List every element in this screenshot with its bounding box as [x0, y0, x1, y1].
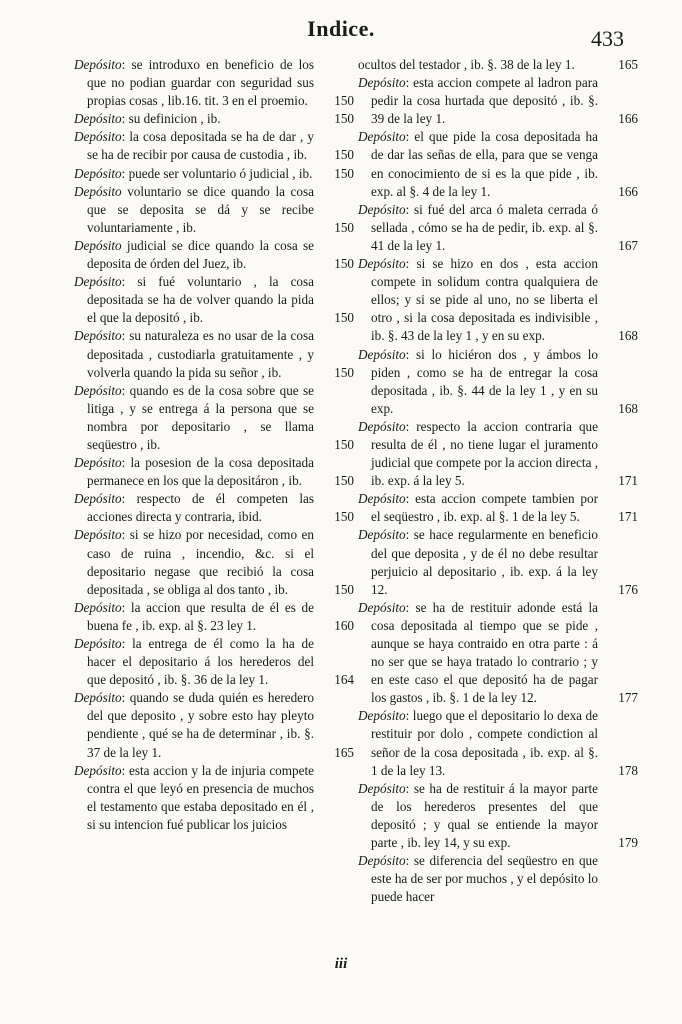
- entry-page-number: 150: [334, 310, 354, 326]
- entry-headword: Depósito: [74, 491, 122, 507]
- entry-page-number: 150: [334, 93, 354, 109]
- left-column: [74, 56, 354, 834]
- index-entry: [358, 201, 638, 255]
- entry-page-number: 167: [618, 237, 638, 253]
- right-column: [358, 56, 638, 906]
- entry-text: : se diferencia del seqüestro en que este ha de ser por muchos , y el depósito lo puede hacer: [371, 853, 598, 905]
- entry-text: : si lo hiciéron dos , y ámbos lo piden , como se ha de entregar la cosa depositada , ib. §. 44 de la ley 1 , y en su exp.: [371, 346, 598, 416]
- entry-page-number: 150: [334, 256, 354, 272]
- index-entry: [358, 255, 638, 345]
- entry-text: : la posesion de la cosa depositada permanece en los que la depositáron , ib.: [87, 455, 314, 489]
- entry-headword: Depósito: [74, 382, 122, 398]
- entry-text: : la entrega de él como la ha de hacer el depositario á los herederos del que depositó , ib. §. 36 de la ley 1.: [87, 636, 314, 688]
- entry-page-number: 150: [334, 509, 354, 525]
- entry-page-number: 150: [334, 436, 354, 452]
- index-entry: [358, 128, 638, 200]
- entry-text: : la cosa depositada se ha de dar , y se ha de recibir por causa de custodia , ib.: [87, 129, 314, 163]
- entry-page-number: 160: [334, 617, 354, 633]
- index-entry: [358, 599, 638, 708]
- index-entry: [74, 526, 354, 598]
- index-entry: [74, 128, 354, 164]
- entry-headword: Depósito: [74, 111, 122, 127]
- entry-text: : quando es de la cosa sobre que se litiga , y se entrega á la persona que se nombra por depositario , se llama seqüestro , ib.: [87, 382, 314, 452]
- index-entry: [358, 346, 638, 418]
- entry-headword: Depósito: [358, 599, 406, 615]
- index-entry: [358, 418, 638, 490]
- entry-text: : luego que el depositario lo dexa de restituir por dolo , compete condiction al señor de la cosa depositada , ib. exp. al §. 1 de la ley 13.: [371, 708, 598, 778]
- entry-headword: Depósito: [358, 346, 406, 362]
- index-entry: [74, 237, 354, 273]
- entry-page-number: 165: [618, 57, 638, 72]
- entry-page-number: 166: [618, 111, 638, 127]
- entry-headword: Depósito: [358, 527, 406, 543]
- entry-page-number: 150: [334, 364, 354, 380]
- entry-headword: Depósito: [74, 762, 122, 778]
- entry-text: : si se hizo en dos , esta accion compete in solidum contra qualquiera de ellos; y si se pide al uno, no se liberta el otro , si la cosa depositada es indivisible , ib. §. 43 de la ley 1 , y en su exp.: [371, 256, 598, 344]
- entry-text: : respecto la accion contraria que resulta de él , no tiene lugar el juramento judicial que compete por la accion directa , ib. exp. á la ley 5.: [371, 418, 599, 489]
- entry-text: : quando se duda quién es heredero del que deposito , y sobre esto hay pleyto pendiente , qué se ha de determinar , ib. §. 37 de la ley 1.: [87, 690, 314, 760]
- entry-headword: Depósito: [358, 129, 406, 145]
- entry-text: : su definicion , ib.: [121, 111, 221, 127]
- entry-headword: Depósito: [74, 183, 122, 199]
- entry-page-number: 171: [618, 509, 638, 525]
- entry-text: : si fué voluntario , la cosa depositada se ha de volver quando la pida el que la depositó , ib.: [87, 274, 314, 326]
- entry-headword: Depósito: [74, 636, 122, 651]
- entry-page-number: 150: [334, 581, 354, 597]
- index-entry: [358, 526, 638, 598]
- entry-headword: Depósito: [74, 527, 122, 543]
- entry-headword: Depósito: [74, 455, 122, 471]
- index-entry: [74, 327, 354, 381]
- entry-text: : se ha de restituir adonde está la cosa depositada al tiempo que se pide , aunque se haya contraido en otra parte : á no ser que se haya tratado lo contrario ; y en este caso el que depositó ha de pagar los gastos , ib. §. 1 de la ley 12.: [371, 599, 598, 706]
- entry-text: : se ha de restituir á la mayor parte de los herederos presentes del que depositó ; y qual se entiende la mayor parte , ib. ley 14, y su exp.: [371, 780, 598, 851]
- index-entry: [74, 56, 354, 110]
- entry-page-number: 150: [334, 165, 354, 181]
- entry-headword: Depósito: [358, 201, 406, 217]
- index-entry: [74, 183, 354, 237]
- entry-page-number: 166: [618, 183, 638, 199]
- entry-headword: Depósito: [74, 690, 122, 706]
- entry-page-number: 165: [334, 744, 354, 760]
- entry-text: ocultos del testador , ib. §. 38 de la ley 1.: [358, 57, 575, 72]
- entry-headword: Depósito: [74, 274, 122, 290]
- entry-page-number: 168: [618, 400, 638, 416]
- entry-text: : se hace regularmente en beneficio del que deposita , y de él no debe resultar perjuicio al depositario , ib. exp. á la ley 12.: [371, 527, 598, 597]
- page-number: 433: [591, 26, 624, 51]
- index-entry: [74, 110, 354, 128]
- index-entry: [74, 762, 354, 834]
- entry-headword: Depósito: [74, 328, 122, 344]
- entry-page-number: 150: [334, 147, 354, 163]
- index-entry: [74, 165, 354, 183]
- entry-headword: Depósito: [74, 57, 122, 72]
- entry-text: voluntario se dice quando la cosa que se deposita se dá y se recibe voluntariamente , ib.: [87, 183, 314, 235]
- index-entry: [74, 454, 354, 490]
- index-entry: [74, 382, 354, 454]
- entry-text: judicial se dice quando la cosa se deposita de órden del Juez, ib.: [87, 237, 314, 272]
- entry-text: : respecto de él competen las acciones directa y contraria, ibid.: [87, 491, 314, 525]
- index-entry: [74, 599, 354, 635]
- index-entry: [358, 490, 638, 526]
- index-entry: [358, 74, 638, 128]
- entry-page-number: 177: [618, 690, 638, 706]
- entry-text: : puede ser voluntario ó judicial , ib.: [121, 165, 313, 181]
- entry-page-number: 171: [618, 473, 638, 489]
- page-title: Indice.: [307, 16, 375, 41]
- entry-page-number: 150: [334, 111, 354, 127]
- entry-headword: Depósito: [74, 129, 122, 145]
- entry-text: : esta accion y la de injuria compete contra el que leyó en presencia de muchos el testamento que estaba depositado en él , si su intencion fué publicar los juicios: [87, 762, 314, 832]
- signature-mark: iii: [334, 956, 348, 972]
- entry-headword: Depósito: [358, 75, 406, 91]
- index-entry: [74, 490, 354, 526]
- index-entry: [74, 273, 354, 327]
- entry-page-number: 164: [334, 672, 354, 688]
- entry-headword: Depósito: [358, 418, 406, 434]
- entry-text: : se introduxo en beneficio de los que no podian guardar con seguridad sus propias cosas , lib.16. tit. 3 en el proemio.: [87, 57, 314, 109]
- entry-text: : esta accion compete tambien por el seqüestro , ib. exp. al §. 1 de la ley 5.: [371, 491, 598, 525]
- entry-text: : la accion que resulta de él es de buena fe , ib. exp. al §. 23 ley 1.: [87, 599, 314, 633]
- entry-page-number: 178: [618, 762, 638, 778]
- index-entry: [358, 707, 638, 779]
- entry-headword: Depósito: [358, 853, 406, 869]
- entry-text: : el que pide la cosa depositada ha de dar las señas de ella, para que se venga en conocimiento de si es la que pide , ib. exp. al §. 4 de la ley 1.: [371, 129, 598, 199]
- index-entry: [358, 56, 638, 74]
- entry-page-number: 168: [618, 328, 638, 344]
- entry-headword: Depósito: [74, 599, 122, 615]
- index-entry: [74, 689, 354, 761]
- entry-page-number: 179: [618, 835, 638, 851]
- entry-headword: Depósito: [358, 708, 406, 724]
- entry-page-number: 150: [334, 473, 354, 489]
- entry-text: : si fué del arca ó maleta cerrada ó sellada , cómo se ha de pedir, ib. exp. al §. 41 de la ley 1.: [371, 201, 598, 253]
- index-entry: [358, 852, 638, 906]
- entry-text: : esta accion compete al ladron para pedir la cosa hurtada que depositó , ib. §. 39 de la ley 1.: [371, 75, 598, 127]
- entry-headword: Depósito: [358, 780, 406, 796]
- entry-headword: Depósito: [74, 237, 122, 253]
- entry-headword: Depósito: [358, 491, 406, 507]
- entry-text: : su naturaleza es no usar de la cosa depositada , custodiarla gratuitamente , y volverla quando la pida su señor , ib.: [87, 328, 314, 380]
- entry-headword: Depósito: [74, 165, 122, 181]
- index-entry: [358, 780, 638, 852]
- entry-headword: Depósito: [358, 256, 406, 272]
- entry-page-number: 176: [618, 581, 638, 597]
- index-entry: [74, 635, 354, 689]
- entry-text: : si se hizo por necesidad, como en caso de ruina , incendio, &c. si el depositario negase que recibió la cosa depositada , se obliga al dos tanto , ib.: [87, 527, 314, 597]
- entry-page-number: 150: [334, 219, 354, 235]
